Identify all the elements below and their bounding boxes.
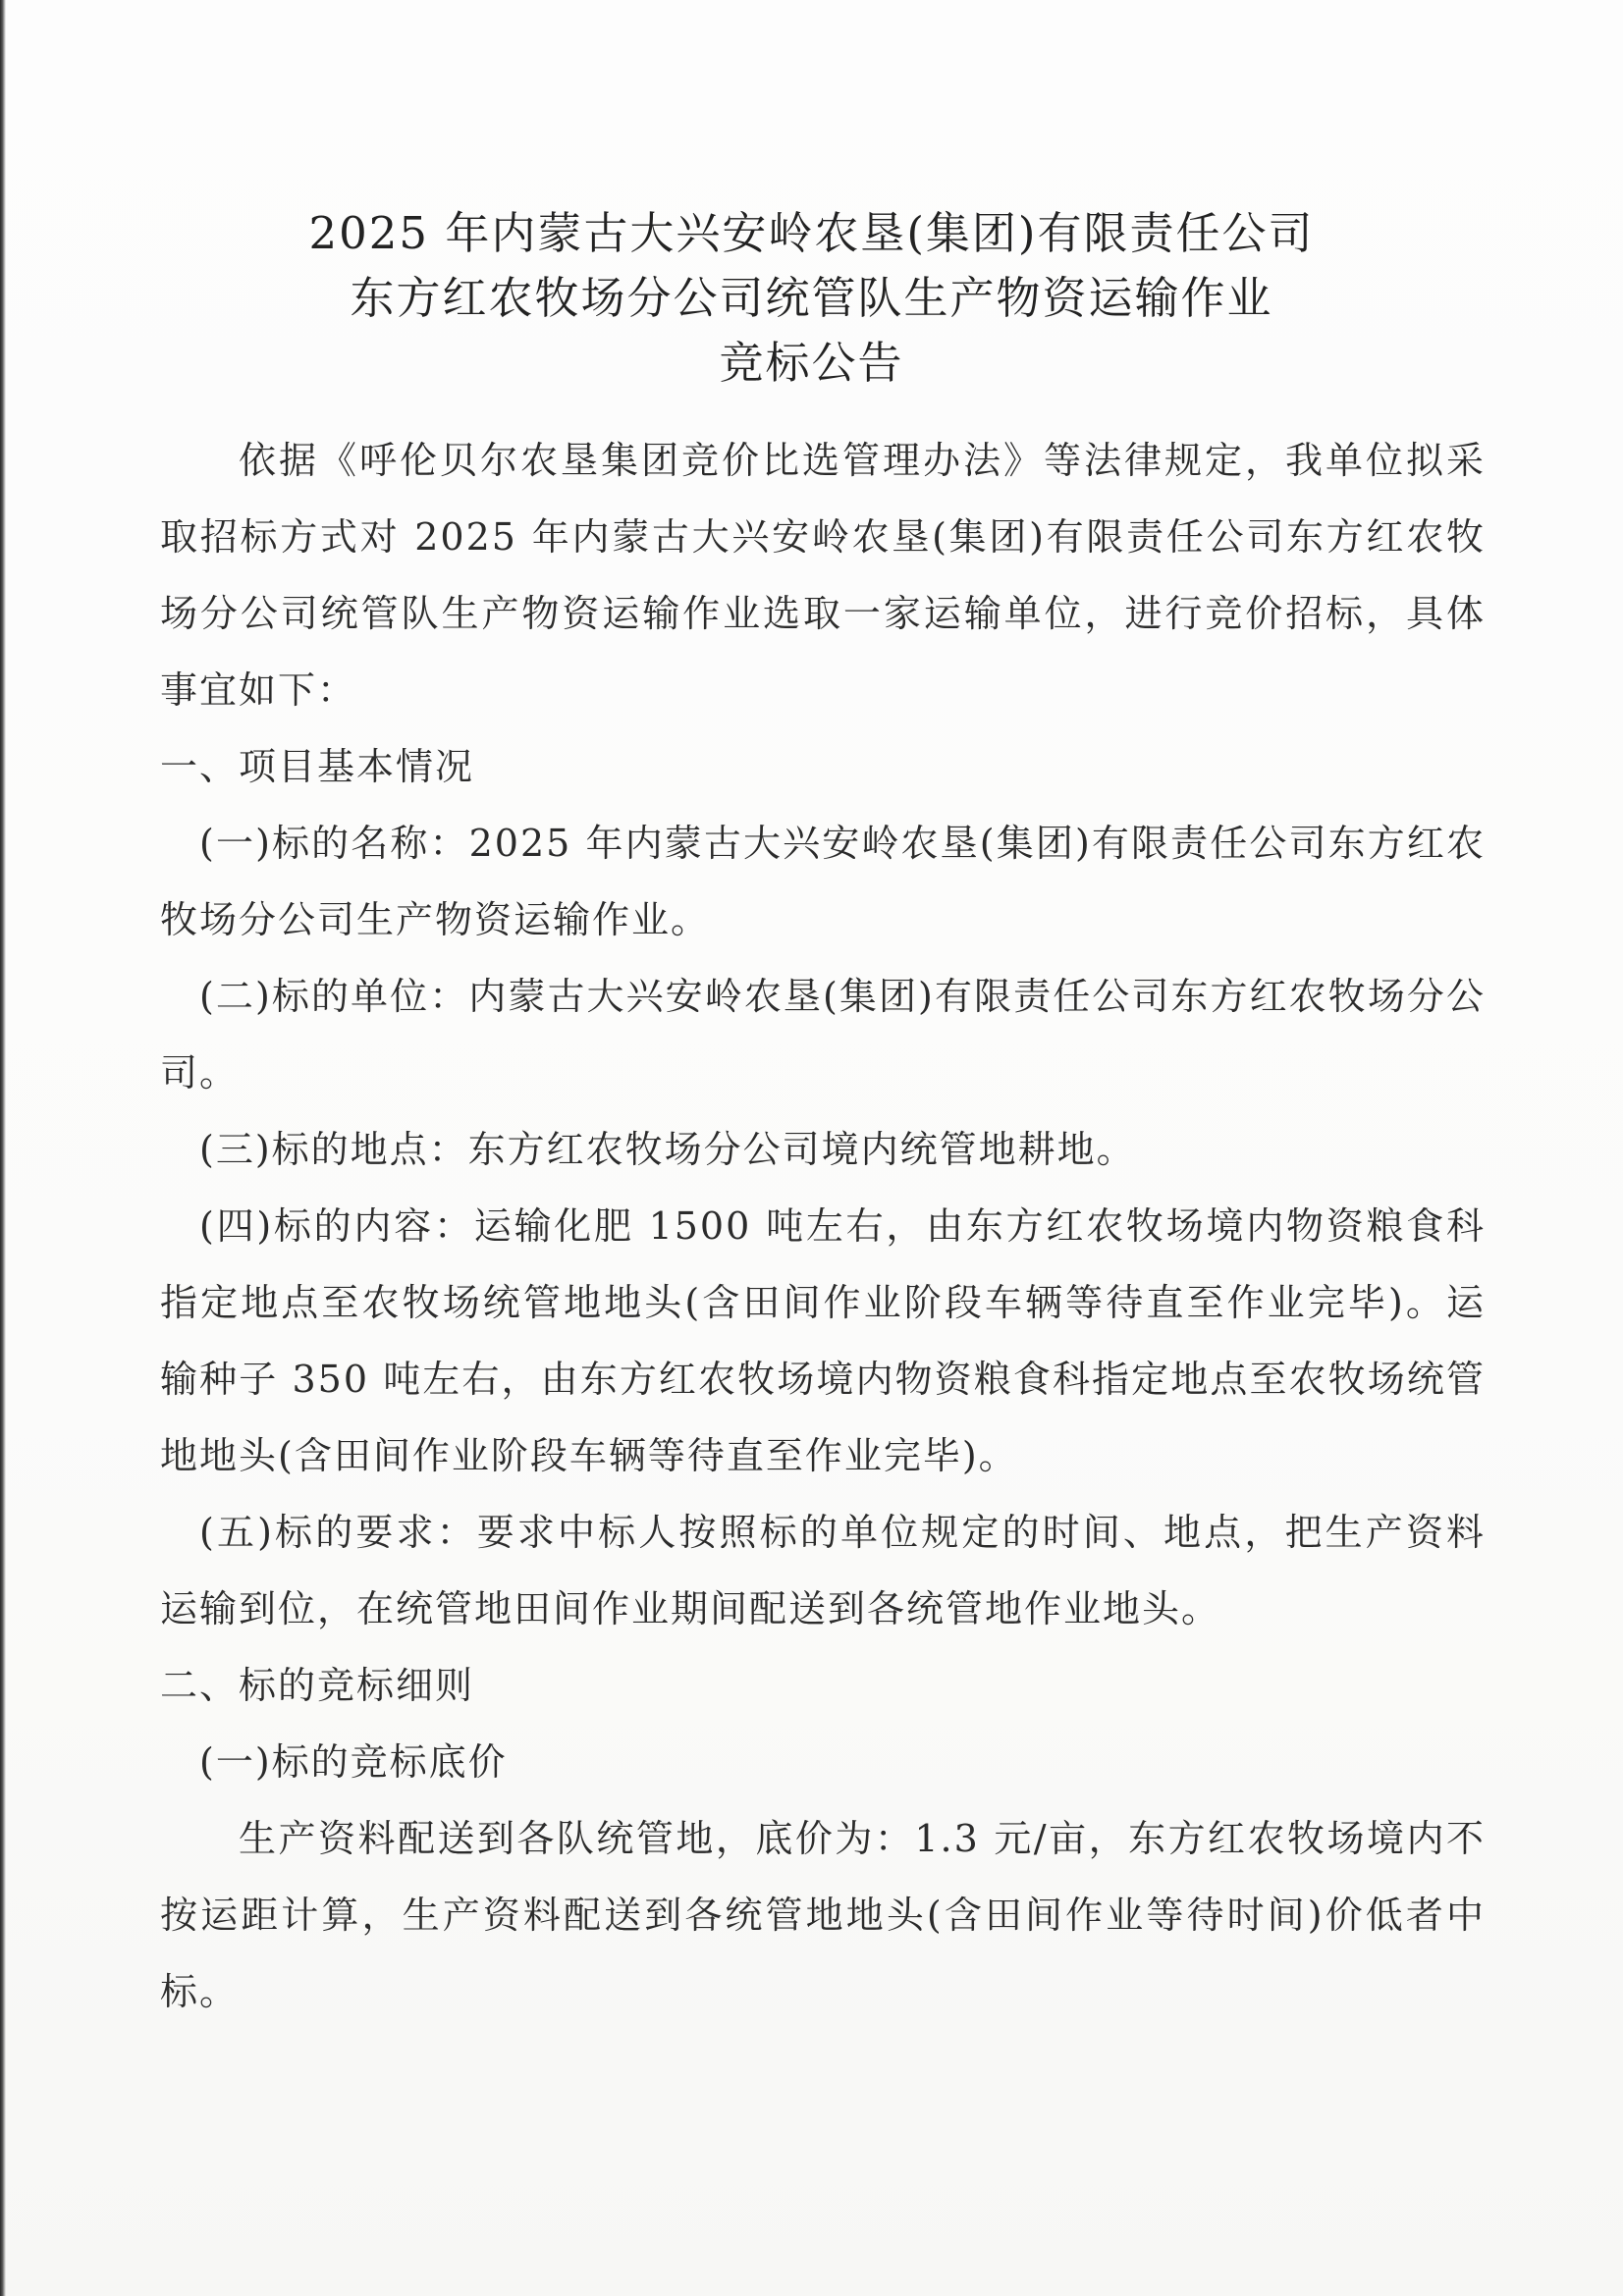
section-1-item-3: (三)标的地点：东方红农牧场分公司境内统管地耕地。 [199,1128,1136,1171]
section-2-subheading: (一)标的竞标底价 [199,1740,508,1784]
section-2-heading: 二、标的竞标细则 [160,1664,475,1707]
section-1-item-1: (一)标的名称：2025 年内蒙古大兴安岭农垦(集团)有限责任公司东方红农牧场分公司生产物资运输作业。 [160,822,1486,941]
title-line-1: 2025 年内蒙古大兴安岭农垦(集团)有限责任公司 [308,207,1315,259]
section-1-heading: 一、项目基本情况 [160,745,475,788]
section-1-item-5: (五)标的要求：要求中标人按照标的单位规定的时间、地点，把生产资料运输到位，在统管地田间作业期间配送到各统管地作业地头。 [160,1511,1486,1630]
section-1-item-2: (二)标的单位：内蒙古大兴安岭农垦(集团)有限责任公司东方红农牧场分公司。 [160,975,1486,1095]
document-title [0,201,1623,396]
title-line-3: 竞标公告 [719,337,904,389]
section-2-paragraph: 生产资料配送到各队统管地，底价为：1.3 元/亩，东方红农牧场境内不按运距计算，生产资料配送到各统管地地头(含田间作业等待时间)价低者中标。 [160,1817,1486,2013]
document-body [160,422,1486,2030]
title-line-2: 东方红农牧场分公司统管队生产物资运输作业 [350,272,1273,324]
intro-paragraph: 依据《呼伦贝尔农垦集团竞价比选管理办法》等法律规定，我单位拟采取招标方式对 2025 年内蒙古大兴安岭农垦(集团)有限责任公司东方红农牧场分公司统管队生产物资运输作业选取一家运输单位，进行竞价招标，具体事宜如下： [160,439,1486,712]
section-1-item-4: (四)标的内容：运输化肥 1500 吨左右，由东方红农牧场境内物资粮食科指定地点至农牧场统管地地头(含田间作业阶段车辆等待直至作业完毕)。运输种子 350 吨左右，由东方红农牧场境内物资粮食科指定地点至农牧场统管地地头(含田间作业阶段车辆等待直至作业完毕)。 [160,1204,1486,1477]
